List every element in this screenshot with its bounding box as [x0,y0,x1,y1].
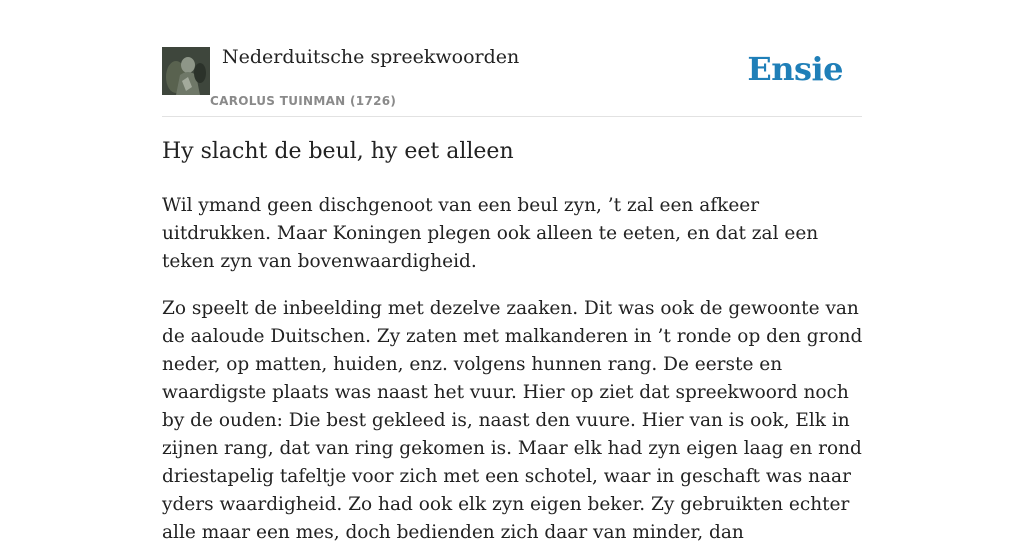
header [162,0,862,117]
ensie-logo[interactable]: Ensie [747,50,843,88]
entry-title: Hy slacht de beul, hy eet alleen [162,139,514,164]
book-title[interactable]: Nederduitsche spreekwoorden [222,46,520,68]
entry-paragraph: Zo speelt de inbeelding met dezelve zaaken. Dit was ook de gewoonte van de aaloude Duitschen. Zy zaten met malkanderen in ’t ronde op den grond neder, op matten, huiden, enz. volgens hunnen rang. De eerste en waardigste plaats was naast het vuur. Hier op ziet dat spreekwoord noch by de ouden: Die best gekleed is, naast den vuure. Hier van is ook, Elk in zijnen rang, dat van ring gekomen is. Maar elk had zyn eigen laag en rond driestapelig tafeltje voor zich met een schotel, waar in geschaft was naar yders waardigheid. Zo had ook elk zyn eigen beker. Zy gebruikten echter alle maar een mes, doch bedienden zich daar van minder, dan [162,298,863,543]
author-name[interactable]: CAROLUS TUINMAN (1726) [210,94,397,108]
author-portrait-icon [162,47,210,95]
entry-paragraph: Wil ymand geen dischgenoot van een beul zyn, ’t zal een afkeer uitdrukken. Maar Koningen plegen ook alleen te eeten, en dat zal een teken zyn van bovenwaardigheid. [162,195,819,272]
author-avatar-icon[interactable] [162,47,210,95]
